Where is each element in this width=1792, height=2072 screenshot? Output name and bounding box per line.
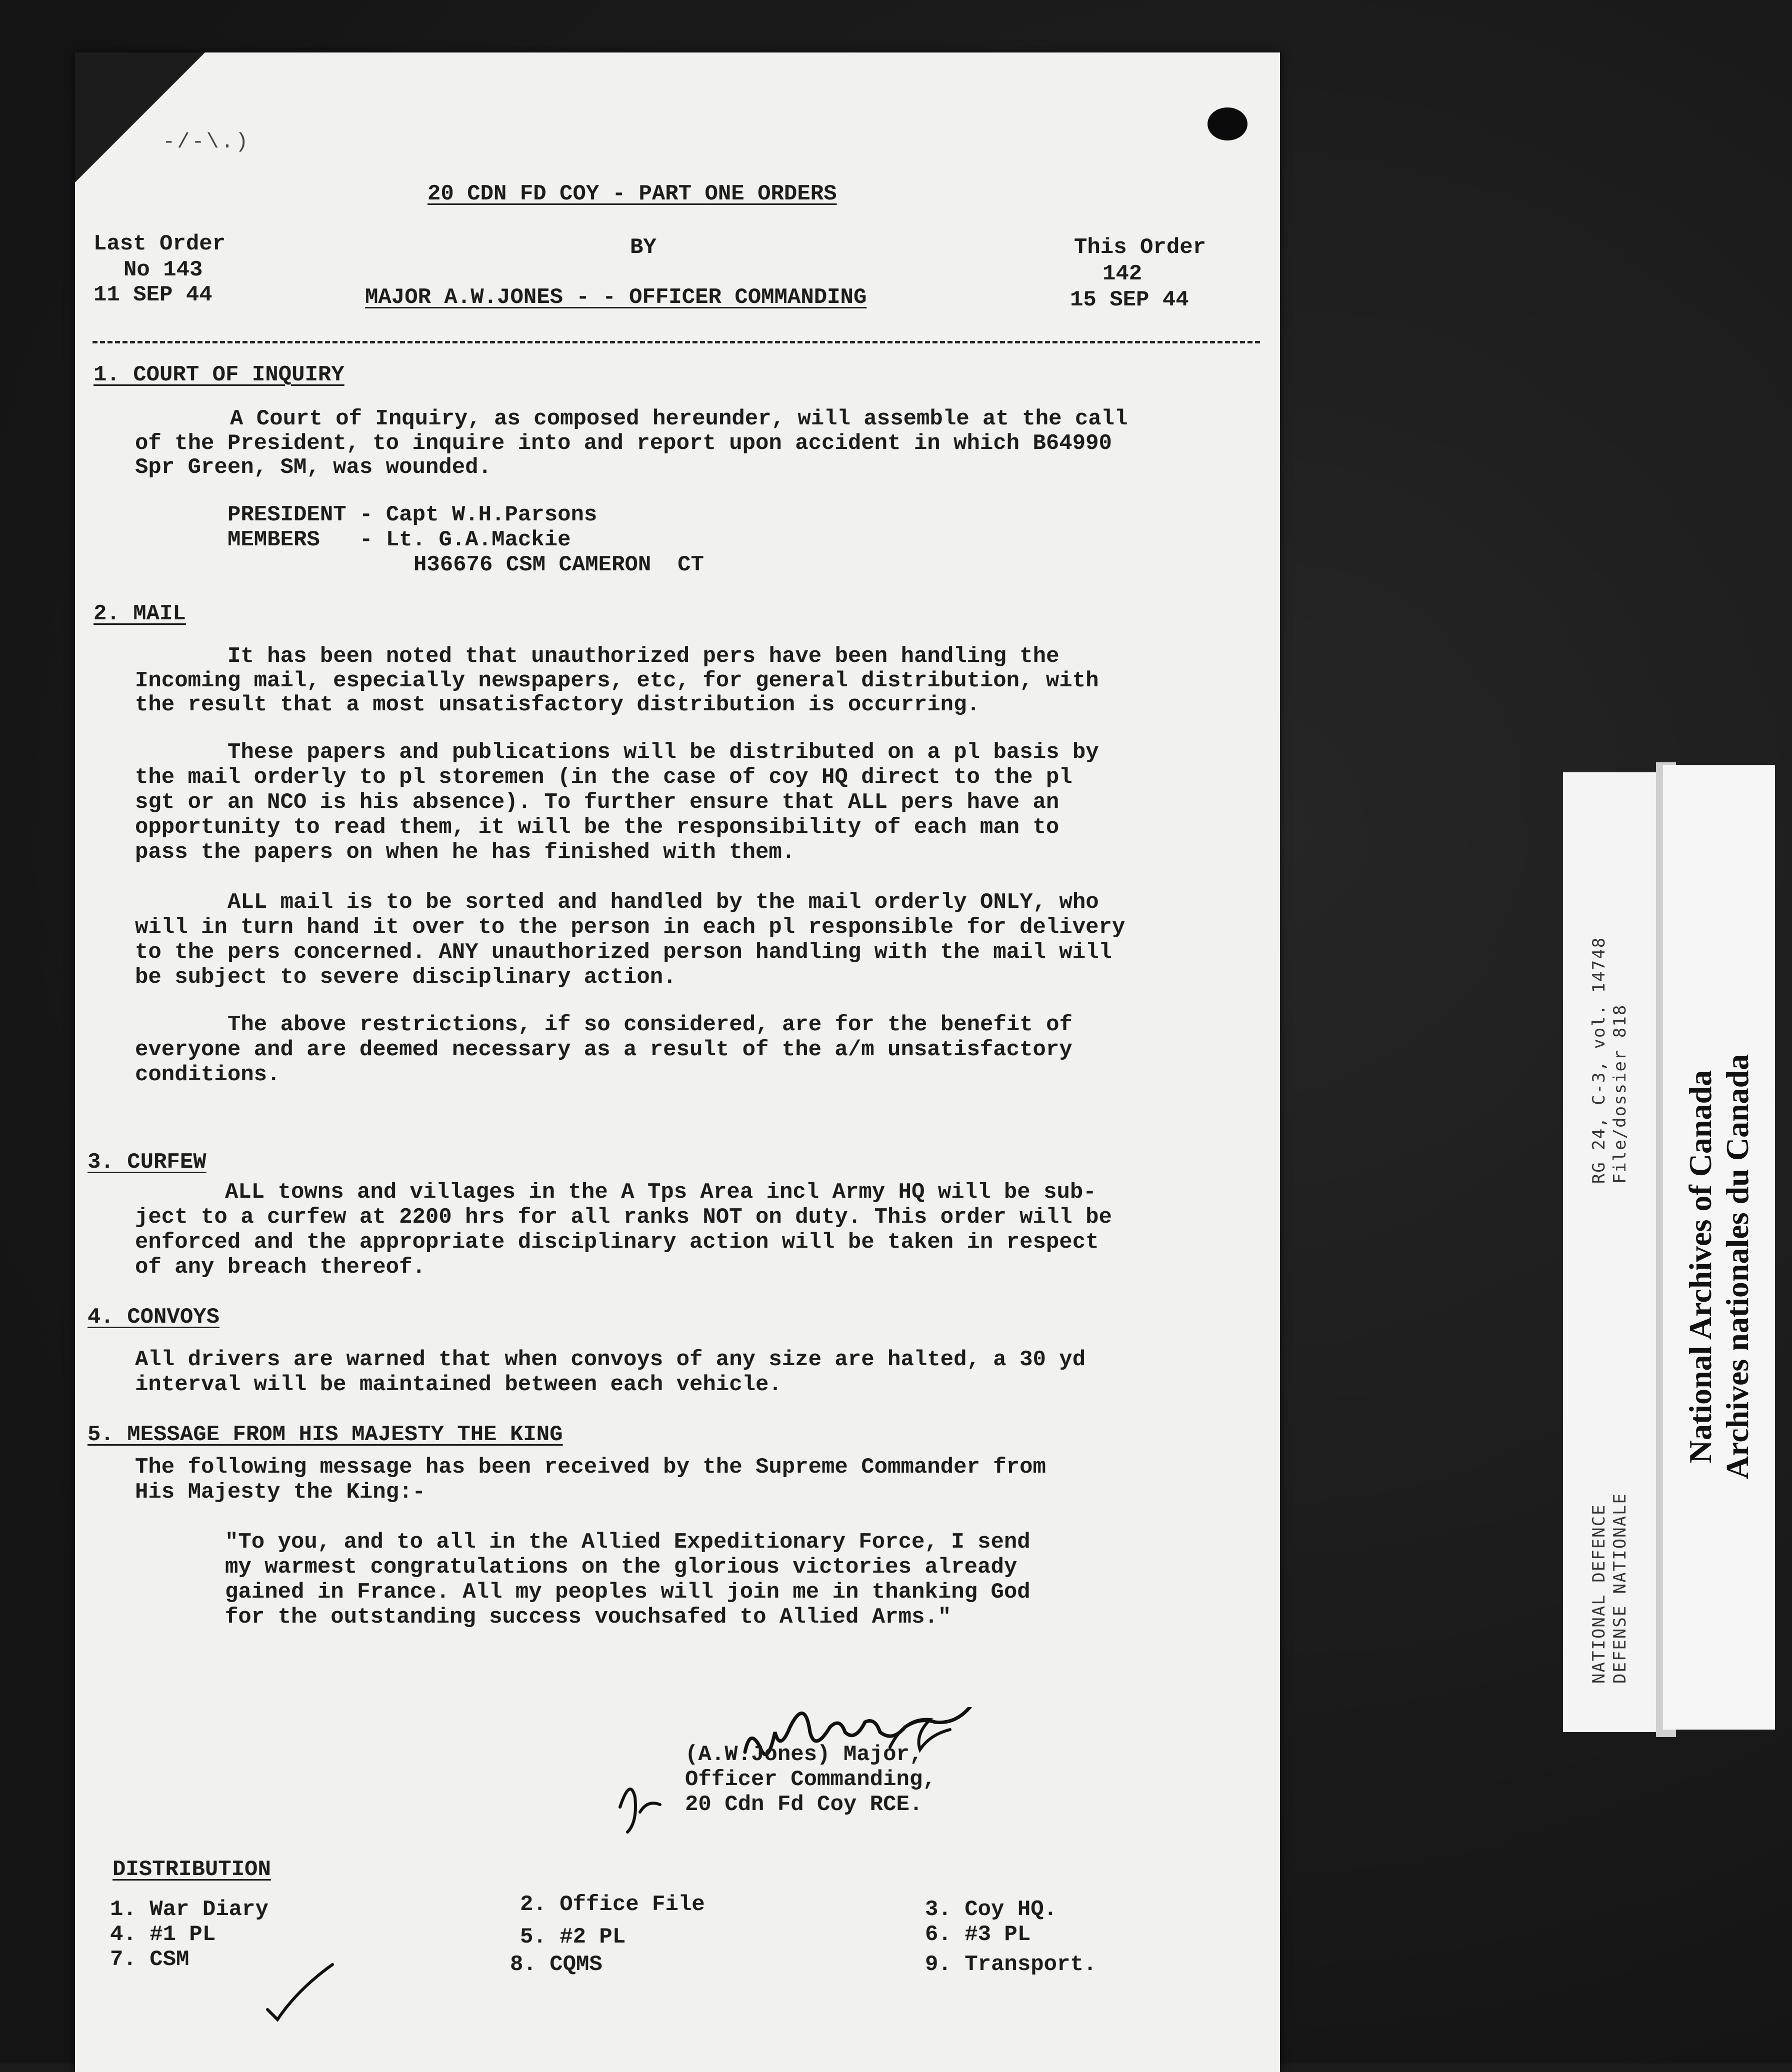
quote-line: for the outstanding success vouchsafed to Allied Arms." [225, 1605, 952, 1630]
archive-reference-label [1563, 772, 1656, 1732]
distribution-heading: DISTRIBUTION [112, 1857, 271, 1882]
this-order-date: 15 SEP 44 [1070, 287, 1189, 312]
dashed-separator [92, 341, 1260, 343]
court-member-2: H36676 CSM CAMERON CT [414, 552, 704, 577]
body-line: enforced and the appropriate disciplinary action will be taken in respect [135, 1230, 1099, 1255]
quote-line: "To you, and to all in the Allied Expeditionary Force, I send [225, 1530, 1030, 1555]
this-order-label: This Order [1074, 235, 1206, 260]
archive-reference-text [1588, 937, 1630, 1184]
body-line: of the President, to inquire into and report upon accident in which B64990 [135, 431, 1112, 456]
body-line: opportunity to read them, it will be the responsibility of each man to [135, 815, 1060, 840]
body-line: These papers and publications will be distributed on a pl basis by [228, 740, 1099, 765]
body-line: everyone and are deemed necessary as a result of the a/m unsatisfactory [135, 1037, 1072, 1062]
distribution-item: 8. CQMS [510, 1952, 602, 1977]
department-en: NATIONAL DEFENCE [1589, 1504, 1609, 1684]
section-heading-court-of-inquiry: 1. COURT OF INQUIRY [94, 362, 344, 387]
commander-line: MAJOR A.W.JONES - - OFFICER COMMANDING [365, 285, 867, 310]
order-document [75, 52, 1280, 2072]
section-heading-convoys: 4. CONVOYS [88, 1305, 220, 1330]
body-line: of any breach thereof. [135, 1255, 426, 1280]
distribution-item: 6. #3 PL [925, 1922, 1031, 1947]
court-president: PRESIDENT - Capt W.H.Parsons [228, 502, 598, 527]
distribution-item: 5. #2 PL [520, 1925, 626, 1950]
distribution-item: 1. War Diary [110, 1897, 268, 1922]
last-order-date: 11 SEP 44 [94, 282, 212, 307]
body-line: His Majesty the King:- [135, 1480, 426, 1505]
body-line: ALL mail is to be sorted and handled by the mail orderly ONLY, who [228, 890, 1099, 915]
distribution-item: 2. Office File [520, 1892, 705, 1917]
archive-reference: RG 24, C-3, vol. 14748 [1589, 936, 1609, 1184]
document-title: 20 CDN FD COY - PART ONE ORDERS [428, 181, 837, 206]
national-archives-text [1682, 1054, 1756, 1479]
section-heading-message: 5. MESSAGE FROM HIS MAJESTY THE KING [88, 1422, 563, 1447]
punch-hole [1208, 107, 1248, 140]
by-label: BY [630, 235, 656, 260]
body-line: to the pers concerned. ANY unauthorized person handling with the mail will [135, 940, 1112, 965]
body-line: Spr Green, SM, was wounded. [135, 455, 492, 480]
this-order-number: 142 [1102, 261, 1142, 286]
signatory-name: (A.W.Jones) Major, [685, 1742, 923, 1767]
body-line: will in turn hand it over to the person in each pl responsible for delivery [135, 915, 1126, 940]
body-line: The above restrictions, if so considered, are for the benefit of [228, 1012, 1072, 1037]
body-line: ject to a curfew at 2200 hrs for all ranks NOT on duty. This order will be [135, 1205, 1112, 1230]
section-heading-curfew: 3. CURFEW [88, 1150, 206, 1175]
distribution-item: 7. CSM [110, 1947, 190, 1972]
signatory-unit: 20 Cdn Fd Coy RCE. [685, 1792, 923, 1817]
body-line: It has been noted that unauthorized pers have been handling the [228, 644, 1060, 669]
corner-pencil-mark: -/-\.) [162, 130, 250, 154]
body-line: All drivers are warned that when convoys of any size are halted, a 30 yd [135, 1347, 1086, 1372]
check-mark-icon [265, 1962, 340, 2022]
court-members: MEMBERS - Lt. G.A.Mackie [228, 527, 571, 552]
last-order-label: Last Order [94, 231, 226, 256]
archives-name-fr: Archives nationales du Canada [1720, 1054, 1755, 1479]
body-line: ALL towns and villages in the A Tps Area incl Army HQ will be sub- [225, 1180, 1096, 1205]
body-line: A Court of Inquiry, as composed hereunder, will assemble at the call [230, 406, 1128, 431]
body-line: the mail orderly to pl storemen (in the case of coy HQ direct to the pl [135, 765, 1072, 790]
body-line: conditions. [135, 1062, 280, 1087]
distribution-item: 3. Coy HQ. [925, 1897, 1058, 1922]
archive-file: File/dossier 818 [1610, 1004, 1630, 1184]
quote-line: my warmest congratulations on the glorious victories already [225, 1555, 1018, 1580]
signatory-title: Officer Commanding, [685, 1767, 936, 1792]
body-line: be subject to severe disciplinary action. [135, 965, 676, 990]
quote-line: gained in France. All my peoples will join me in thanking God [225, 1580, 1030, 1605]
national-archives-label [1663, 765, 1775, 1730]
body-line: the result that a most unsatisfactory distribution is occurring. [135, 692, 980, 717]
department-text [1588, 1493, 1630, 1684]
folded-corner [75, 52, 205, 182]
body-line: Incoming mail, especially newspapers, etc, for general distribution, with [135, 668, 1099, 693]
section-heading-mail: 2. MAIL [94, 601, 186, 626]
last-order-number: No 143 [124, 257, 203, 282]
department-fr: DEFENSE NATIONALE [1610, 1493, 1630, 1684]
body-line: pass the papers on when he has finished with them. [135, 840, 796, 865]
body-line: interval will be maintained between each vehicle. [135, 1372, 782, 1397]
archives-name-en: National Archives of Canada [1682, 1070, 1718, 1463]
body-line: sgt or an NCO is his absence). To further ensure that ALL pers have an [135, 790, 1060, 815]
body-line: The following message has been received by the Supreme Commander from [135, 1455, 1046, 1480]
distribution-item: 9. Transport. [925, 1952, 1097, 1977]
distribution-item: 4. #1 PL [110, 1922, 216, 1947]
